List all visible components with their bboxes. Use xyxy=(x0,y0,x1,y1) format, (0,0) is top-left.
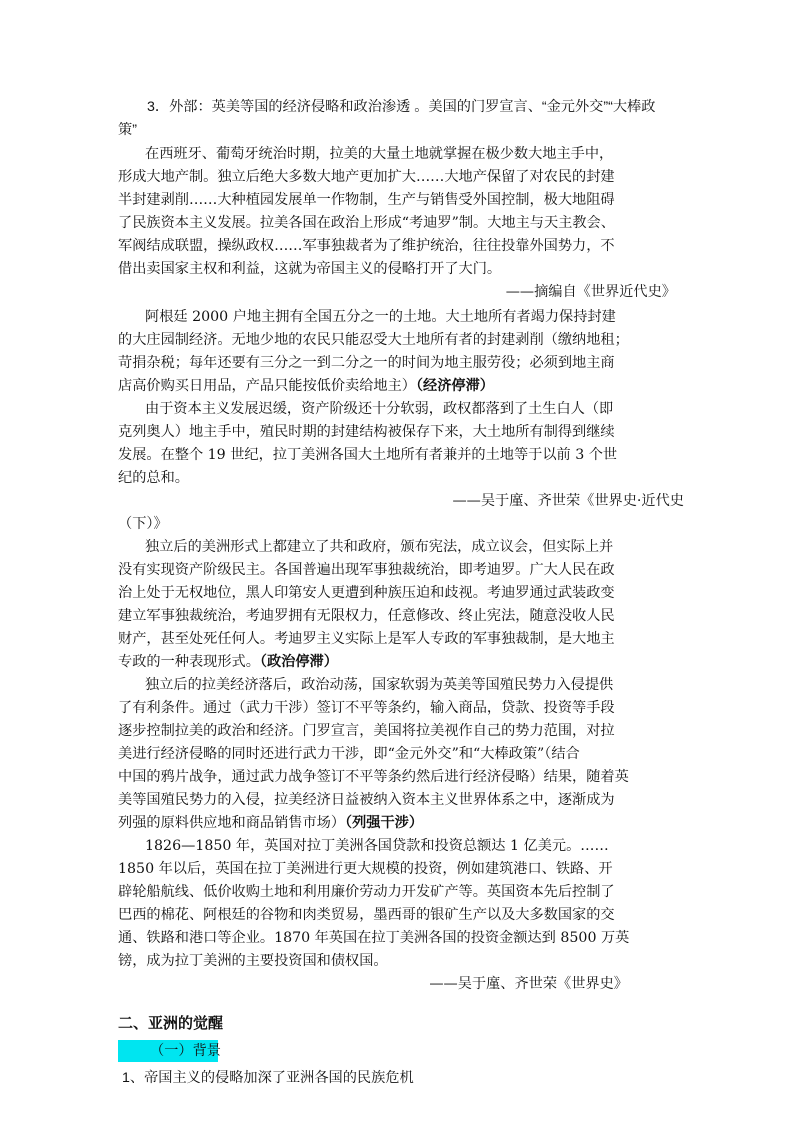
quote4-line: 治上处于无权地位，黑人印第安人更遭到种族压迫和歧视。考迪罗通过武装政变 xyxy=(118,585,615,601)
quote5-line-last xyxy=(118,814,423,833)
quote3-source-line1: ——吴于廑、齐世荣《世界史·近代史 xyxy=(452,493,684,509)
quote3-source-line2: （下）》 xyxy=(118,516,168,532)
quote6-line: 巴西的棉花、阿根廷的谷物和肉类贸易，墨西哥的银矿生产以及大多数国家的交 xyxy=(118,907,615,923)
quote5-line: 逐步控制拉美的政治和经济。门罗宣言，美国将拉美视作自己的势力范围，对拉 xyxy=(118,723,615,739)
quote5-line-text: 列强的原料供应地和商品销售市场） xyxy=(118,815,346,831)
quote4-line-text: 专政的一种表现形式。 xyxy=(118,654,260,670)
quote6-line: 1850 年以后，英国在拉丁美洲进行更大规模的投资，例如建筑港口、铁路、开 xyxy=(118,861,613,877)
quote3-line: 纪的总和。 xyxy=(118,470,189,486)
quote4-line: 建立军事独裁统治，考迪罗拥有无限权力，任意修改、终止宪法，随意没收人民 xyxy=(118,608,615,624)
quote4-line: 财产，甚至处死任何人。考迪罗主义实际上是军人专政的军事独裁制，是大地主 xyxy=(118,631,615,647)
quote1-line: 了民族资本主义发展。拉美各国在政治上形成“考迪罗”制。大地主与天主教会、 xyxy=(118,215,615,231)
quote6-line: 1826—1850 年，英国对拉丁美洲各国贷款和投资总额达 1 亿美元。…… xyxy=(145,838,609,854)
quote5-line: 美进行经济侵略的同时还进行武力干涉，即“金元外交”和“大棒政策”（结合 xyxy=(118,746,580,762)
quote3-line: 由于资本主义发展迟缓，资产阶级还十分软弱，政权都落到了土生白人（即 xyxy=(145,401,614,417)
section-3-heading-line1: 3．外部：英美等国的经济侵略和政治渗透 。美国的门罗宣言、“金元外交”“大棒政 xyxy=(147,99,656,115)
section-two-item1: 1、帝国主义的侵略加深了亚洲各国的民族危机 xyxy=(122,1070,414,1086)
quote5-line: 独立后的拉美经济落后，政治动荡，国家软弱为英美等国殖民势力入侵提供 xyxy=(145,677,614,693)
quote5-tag: （列强干涉） xyxy=(345,815,424,831)
quote4-line-last xyxy=(118,653,338,672)
quote1-line: 军阀结成联盟，操纵政权……军事独裁者为了维护统治，往往投靠外国势力，不 xyxy=(118,238,615,254)
quote4-tag: （政治停滞） xyxy=(259,654,338,670)
section-two-subtitle: （一）背景 xyxy=(150,1043,221,1059)
quote2-line-last xyxy=(118,377,494,396)
quote2-line: 的大庄园制经济。无地少地的农民只能忍受大土地所有者的封建剥削（缴纳地租； xyxy=(118,332,629,348)
quote6-line: 镑，成为拉丁美洲的主要投资国和债权国。 xyxy=(118,953,388,969)
quote5-line: 中国的鸦片战争，通过武力战争签订不平等条约然后进行经济侵略）结果，随着英 xyxy=(118,769,629,785)
quote1-line: 形成大地产制。独立后绝大多数大地产更加扩大……大地产保留了对农民的封建 xyxy=(118,169,615,185)
quote6-line: 通、铁路和港口等企业。1870 年英国在拉丁美洲各国的投资金额达到 8500 万英 xyxy=(118,930,630,946)
quote2-line: 苛捐杂税；每年还要有三分之一到二分之一的时间为地主服劳役；必须到地主商 xyxy=(118,355,615,371)
quote3-line: 发展。在整个 19 世纪，拉丁美洲各国大土地所有者兼并的土地等于以前 3 个世 xyxy=(118,447,618,463)
quote1-line: 半封建剥削……大种植园发展单一作物制，生产与销售受外国控制，极大地阻碍 xyxy=(118,192,615,208)
section-two-title: 二、亚洲的觉醒 xyxy=(118,1015,224,1032)
quote3-line: 克列奥人）地主手中，殖民时期的封建结构被保存下来，大土地所有制得到继续 xyxy=(118,424,615,440)
quote4-line: 独立后的美洲形式上都建立了共和政府，颁布宪法，成立议会，但实际上并 xyxy=(145,539,614,555)
quote5-line: 美等国殖民势力的入侵，拉美经济日益被纳入资本主义世界体系之中，逐渐成为 xyxy=(118,792,615,808)
quote2-line-text: 店高价购买日用品，产品只能按低价卖给地主） xyxy=(118,378,416,394)
quote6-source: ——吴于廑、齐世荣《世界史》 xyxy=(429,976,628,992)
quote4-line: 没有实现资产阶级民主。各国普遍出现军事独裁统治，即考迪罗。广大人民在政 xyxy=(118,562,615,578)
quote1-line: 在西班牙、葡萄牙统治时期，拉美的大量土地就掌握在极少数大地主手中， xyxy=(145,146,614,162)
quote6-line: 辟轮船航线、低价收购土地和利用廉价劳动力开发矿产等。英国资本先后控制了 xyxy=(118,884,615,900)
quote2-line: 阿根廷 2000 户地主拥有全国五分之一的土地。大土地所有者竭力保持封建 xyxy=(145,309,616,325)
section-3-heading-line2: 策” xyxy=(118,122,137,138)
quote5-line: 了有利条件。通过（武力干涉）签订不平等条约，输入商品，贷款、投资等手段 xyxy=(118,700,615,716)
quote1-line: 借出卖国家主权和利益，这就为帝国主义的侵略打开了大门。 xyxy=(118,261,502,277)
quote2-tag: （经济停滞） xyxy=(415,378,494,394)
quote1-source: ——摘编自《世界近代史》 xyxy=(505,284,676,300)
